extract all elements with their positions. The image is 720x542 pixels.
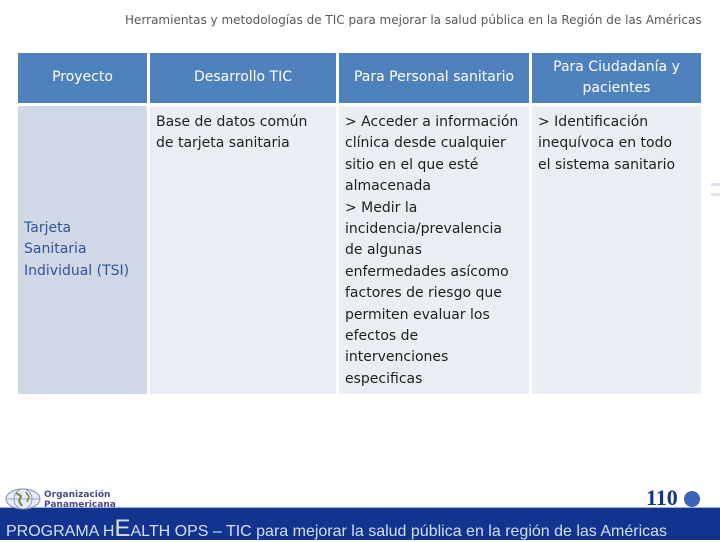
ict-development-line: de tarjeta sanitaria xyxy=(156,135,290,152)
ict-development-line: Base de datos común xyxy=(156,114,308,130)
slide-title: Herramientas y metodologías de TIC para mejorar la salud pública en la Región de las Américas xyxy=(125,13,702,27)
program-label: PROGRAMA xyxy=(6,523,103,540)
project-name-line: Tarjeta xyxy=(24,219,72,236)
organization-name-line: Panamericana xyxy=(44,500,116,510)
health-staff-line: sitio en el que esté xyxy=(345,156,479,173)
citizens-line: > Identificación xyxy=(538,114,649,130)
health-staff-line: factores de riesgo que xyxy=(345,285,502,302)
program-letter-e: E xyxy=(114,515,131,542)
anniversary-logo: 110 xyxy=(646,485,678,510)
program-banner xyxy=(6,515,668,542)
health-staff-line: enfermedades asícomo xyxy=(345,263,509,280)
project-table xyxy=(18,53,701,394)
globe-icon xyxy=(684,491,700,507)
program-letter-h: H xyxy=(102,523,115,540)
health-staff-line: intervenciones xyxy=(345,349,449,366)
organization-name xyxy=(44,490,116,510)
health-staff-line: > Medir la xyxy=(345,199,418,216)
health-staff-cell xyxy=(339,106,529,394)
citizens-cell xyxy=(532,106,701,394)
health-staff-line: > Acceder a información xyxy=(345,114,519,130)
project-name-cell xyxy=(18,106,147,394)
organization-name-line: Organización xyxy=(44,490,111,500)
health-staff-line: efectos de xyxy=(345,328,419,345)
health-staff-line: especificas xyxy=(345,370,423,387)
decorative-tick xyxy=(711,183,720,186)
program-name: ALTH OPS xyxy=(130,523,209,540)
program-description: – TIC para mejorar la salud pública en la región de las Américas xyxy=(208,523,668,540)
column-header-health-staff: Para Personal sanitario xyxy=(339,53,529,103)
footer xyxy=(0,482,720,540)
paho-logo-icon xyxy=(4,488,42,510)
citizens-line: inequívoca en todo xyxy=(538,135,673,152)
column-header-citizens: Para Ciudadanía y pacientes xyxy=(532,53,701,103)
column-header-ict-development: Desarrollo TIC xyxy=(150,53,336,103)
health-staff-line: permiten evaluar los xyxy=(345,306,490,323)
health-staff-line: incidencia/prevalencia xyxy=(345,221,502,238)
citizens-line: el sistema sanitario xyxy=(538,156,676,173)
column-header-project: Proyecto xyxy=(18,53,147,103)
health-staff-line: clínica desde cualquier xyxy=(345,135,506,152)
decorative-tick xyxy=(711,193,720,196)
health-staff-line: de algunas xyxy=(345,242,422,259)
ict-development-cell xyxy=(150,106,336,394)
health-staff-line: almacenada xyxy=(345,178,431,195)
project-name-line: Sanitaria xyxy=(24,241,87,258)
project-name-line: Individual (TSI) xyxy=(24,262,130,279)
